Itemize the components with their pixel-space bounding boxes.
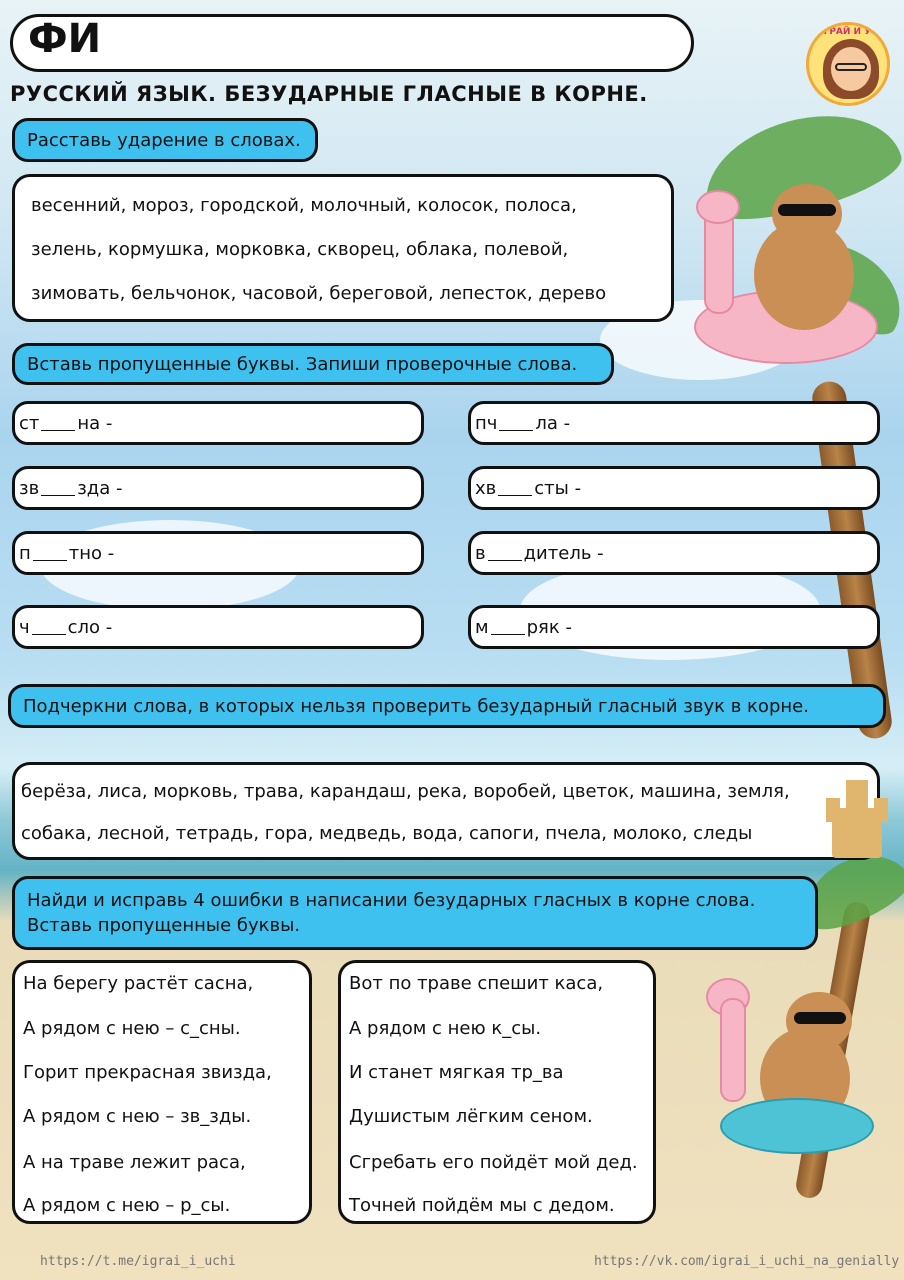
word-end: дитель - bbox=[523, 542, 604, 564]
letter-blank[interactable] bbox=[41, 481, 75, 496]
task3-line: берёза, лиса, морковь, трава, карандаш, река, воробей, цветок, машина, земля, bbox=[21, 781, 790, 802]
flamingo-float-illustration bbox=[684, 180, 884, 380]
poem-line: А на траве лежит раса, bbox=[23, 1152, 246, 1173]
task4-instruction-line: Найди и исправь 4 ошибки в написании безударных гласных в корне слова. bbox=[27, 890, 756, 911]
poem-line: А рядом с нею – р_сы. bbox=[23, 1195, 231, 1216]
flamingo-ring-illustration bbox=[700, 968, 880, 1168]
poem-line: А рядом с нею – с_сны. bbox=[23, 1018, 241, 1039]
task3-instruction-text: Подчеркни слова, в которых нельзя проверить безударный гласный звук в корне. bbox=[23, 695, 809, 717]
word-end: зда - bbox=[77, 477, 123, 499]
poem-line: И станет мягкая тр_ва bbox=[349, 1062, 564, 1083]
task3-line: собака, лесной, тетрадь, гора, медведь, вода, сапоги, пчела, молоко, следы bbox=[21, 823, 753, 844]
sand-castle-illustration bbox=[822, 768, 892, 858]
letter-blank[interactable] bbox=[488, 546, 522, 561]
letter-blank[interactable] bbox=[498, 481, 532, 496]
task4-instruction bbox=[12, 876, 818, 950]
poem-line: На берегу растёт сасна, bbox=[23, 973, 254, 994]
logo-glasses bbox=[835, 63, 867, 71]
poem-line: Вот по траве спешит каса, bbox=[349, 973, 604, 994]
task3-instruction bbox=[8, 684, 886, 728]
poem-line: Сгребать его пойдёт мой дед. bbox=[349, 1152, 638, 1173]
task2-instruction bbox=[12, 343, 614, 385]
task2-instruction-text: Вставь пропущенные буквы. Запиши проверочные слова. bbox=[27, 353, 578, 375]
word-start: ч bbox=[19, 616, 30, 638]
poem-right-box bbox=[338, 960, 656, 1224]
word-start: м bbox=[475, 616, 489, 638]
name-field[interactable] bbox=[10, 14, 694, 72]
word-start: ст bbox=[19, 412, 40, 434]
task1-instruction-text: Расставь ударение в словах. bbox=[27, 129, 301, 151]
task1-word-box bbox=[12, 174, 674, 322]
name-label: ФИ bbox=[28, 16, 102, 62]
letter-blank[interactable] bbox=[32, 620, 66, 635]
fill-word-box[interactable] bbox=[468, 401, 880, 445]
task1-line: весенний, мороз, городской, молочный, колосок, полоса, bbox=[31, 195, 577, 216]
poem-line: Душистым лёгким сеном. bbox=[349, 1106, 593, 1127]
brand-logo bbox=[806, 22, 890, 106]
word-end: сло - bbox=[67, 616, 113, 638]
letter-blank[interactable] bbox=[33, 546, 67, 561]
word-start: пч bbox=[475, 412, 498, 434]
worksheet-title: РУССКИЙ ЯЗЫК. БЕЗУДАРНЫЕ ГЛАСНЫЕ В КОРНЕ. bbox=[10, 82, 648, 106]
poem-line: Горит прекрасная звизда, bbox=[23, 1062, 272, 1083]
word-start: в bbox=[475, 542, 486, 564]
task1-line: зимовать, бельчонок, часовой, береговой, лепесток, дерево bbox=[31, 283, 607, 304]
letter-blank[interactable] bbox=[41, 416, 75, 431]
footer-telegram-link[interactable]: https://t.me/igrai_i_uchi bbox=[40, 1254, 236, 1269]
fill-word-box[interactable] bbox=[468, 605, 880, 649]
word-start: зв bbox=[19, 477, 40, 499]
letter-blank[interactable] bbox=[499, 416, 533, 431]
task1-line: зелень, кормушка, морковка, скворец, облака, полевой, bbox=[31, 239, 569, 260]
word-end: ряк - bbox=[526, 616, 572, 638]
fill-word-box[interactable] bbox=[12, 401, 424, 445]
fill-word-box[interactable] bbox=[12, 605, 424, 649]
poem-left-box bbox=[12, 960, 312, 1224]
poem-line: А рядом с нею к_сы. bbox=[349, 1018, 542, 1039]
task1-instruction bbox=[12, 118, 318, 162]
fill-word-box[interactable] bbox=[468, 466, 880, 510]
footer-vk-link[interactable]: https://vk.com/igrai_i_uchi_na_genially bbox=[594, 1254, 900, 1269]
poem-line: А рядом с нею – зв_зды. bbox=[23, 1106, 252, 1127]
fill-word-box[interactable] bbox=[468, 531, 880, 575]
word-end: на - bbox=[77, 412, 113, 434]
word-start: п bbox=[19, 542, 31, 564]
fill-word-box[interactable] bbox=[12, 466, 424, 510]
fill-word-box[interactable] bbox=[12, 531, 424, 575]
logo-text: ИГРАЙ И УЧИ bbox=[816, 27, 886, 37]
task4-instruction-line: Вставь пропущенные буквы. bbox=[27, 915, 301, 936]
poem-line: Точней пойдём мы с дедом. bbox=[349, 1195, 615, 1216]
task3-word-box bbox=[12, 762, 880, 860]
letter-blank[interactable] bbox=[491, 620, 525, 635]
word-end: сты - bbox=[534, 477, 582, 499]
word-end: ла - bbox=[535, 412, 571, 434]
word-end: тно - bbox=[68, 542, 115, 564]
word-start: хв bbox=[475, 477, 497, 499]
